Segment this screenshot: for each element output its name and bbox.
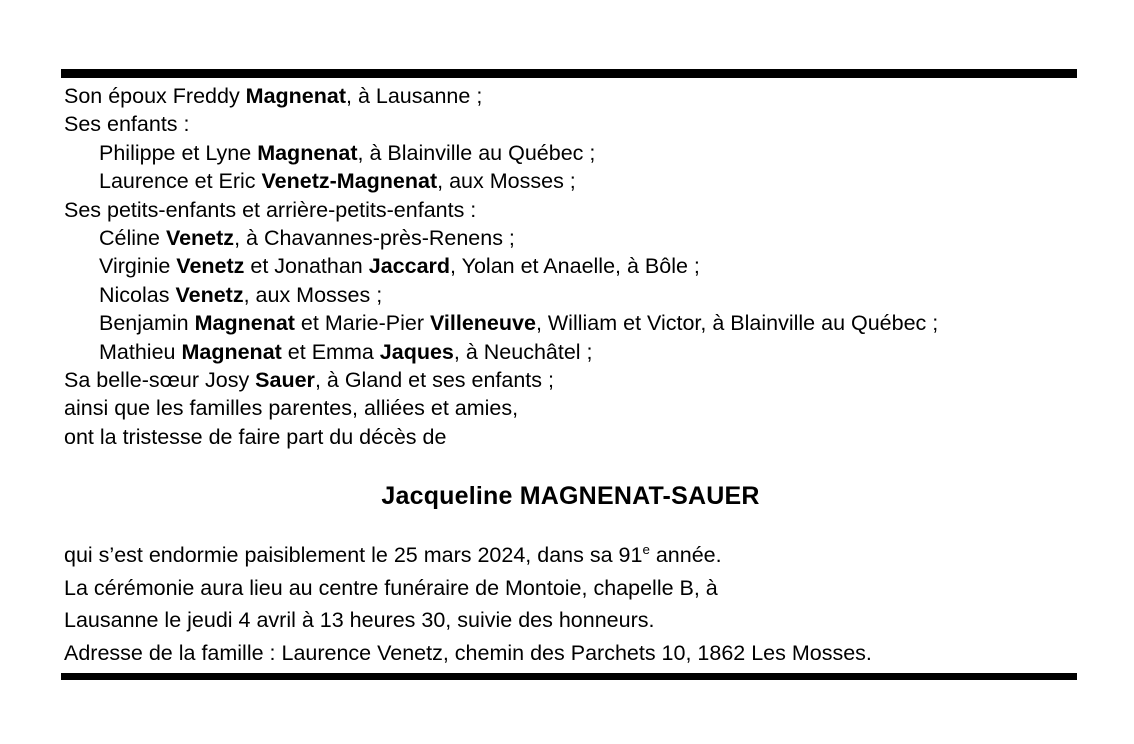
text-segment: , à Chavannes-près-Renens ; — [234, 226, 515, 251]
text-segment: Ses petits-enfants et arrière-petits-enfants : — [64, 197, 477, 222]
notice-line — [64, 338, 1077, 366]
bottom-rule — [61, 673, 1077, 680]
text-segment: ont la tristesse de faire part du décès de — [64, 424, 447, 449]
text-segment: , Yolan et Anaelle, à Bôle ; — [450, 254, 700, 279]
notice-line — [64, 110, 1077, 138]
family-surname: Venetz — [176, 254, 245, 279]
family-surname: Venetz-Magnenat — [261, 169, 438, 194]
notice-line — [64, 309, 1077, 337]
family-surname: Jaques — [379, 339, 454, 364]
notice-line — [64, 252, 1077, 280]
text-segment: qui s’est endormie paisiblement le 25 mars 2024, dans sa 91 — [64, 543, 643, 568]
text-segment: , à Gland et ses enfants ; — [314, 368, 554, 393]
family-surname: Villeneuve — [429, 311, 536, 336]
text-segment: Céline — [99, 226, 166, 251]
text-segment: et Marie-Pier — [294, 311, 430, 336]
notice-line — [64, 82, 1077, 110]
text-segment: Benjamin — [99, 311, 195, 336]
family-surname: Magnenat — [257, 140, 358, 165]
text-segment: Virginie — [99, 254, 177, 279]
family-surname: Magnenat — [194, 311, 295, 336]
text-segment: , à Blainville au Québec ; — [357, 140, 596, 165]
notice-line — [64, 423, 1077, 451]
top-rule — [61, 69, 1077, 78]
notice-line — [64, 196, 1077, 224]
family-surname: Magnenat — [245, 84, 347, 108]
text-segment: Lausanne le jeudi 4 avril à 13 heures 30, suivie des honneurs. — [64, 608, 655, 633]
family-surname: Jaccard — [368, 254, 451, 279]
text-segment: et Jonathan — [244, 254, 369, 279]
text-segment: Mathieu — [99, 339, 182, 364]
text-segment: Son époux Freddy — [64, 84, 246, 108]
family-surname: Sauer — [255, 368, 315, 393]
family-list — [64, 82, 1077, 451]
text-segment: La cérémonie aura lieu au centre funéraire de Montoie, chapelle B, à — [64, 575, 718, 600]
text-segment: , aux Mosses ; — [243, 282, 383, 307]
notice-line — [64, 139, 1077, 167]
ceremony-details — [64, 539, 1077, 669]
text-segment: Laurence et Eric — [99, 169, 262, 194]
family-surname: Magnenat — [181, 339, 282, 364]
text-segment: , William et Victor, à Blainville au Québec ; — [535, 311, 939, 336]
text-segment: année. — [649, 543, 722, 568]
text-segment: et Emma — [281, 339, 380, 364]
notice-line — [64, 167, 1077, 195]
notice-line — [64, 604, 1077, 636]
ordinal-superscript: e — [642, 542, 650, 558]
notice-line — [64, 224, 1077, 252]
notice-line — [64, 572, 1077, 604]
text-segment: , aux Mosses ; — [437, 169, 576, 194]
deceased-name: Jacqueline MAGNENAT-SAUER — [381, 482, 760, 511]
notice-line — [64, 281, 1077, 309]
notice-line — [64, 637, 1077, 669]
text-segment: , à Lausanne ; — [346, 84, 483, 108]
family-surname: Venetz — [175, 282, 244, 307]
text-segment: ainsi que les familles parentes, alliées et amies, — [64, 396, 519, 421]
text-segment: Adresse de la famille : Laurence Venetz, chemin des Parchets 10, 1862 Les Mosses. — [64, 640, 872, 665]
family-surname: Venetz — [165, 226, 235, 251]
notice-content — [64, 82, 1077, 669]
notice-line — [64, 394, 1077, 422]
text-segment: Philippe et Lyne — [99, 140, 258, 165]
notice-line — [64, 366, 1077, 394]
text-segment: , à Neuchâtel ; — [453, 339, 593, 364]
text-segment: Nicolas — [99, 282, 176, 307]
text-segment: Ses enfants : — [64, 112, 190, 137]
text-segment: Sa belle-sœur Josy — [64, 368, 256, 393]
notice-line — [64, 539, 1077, 571]
